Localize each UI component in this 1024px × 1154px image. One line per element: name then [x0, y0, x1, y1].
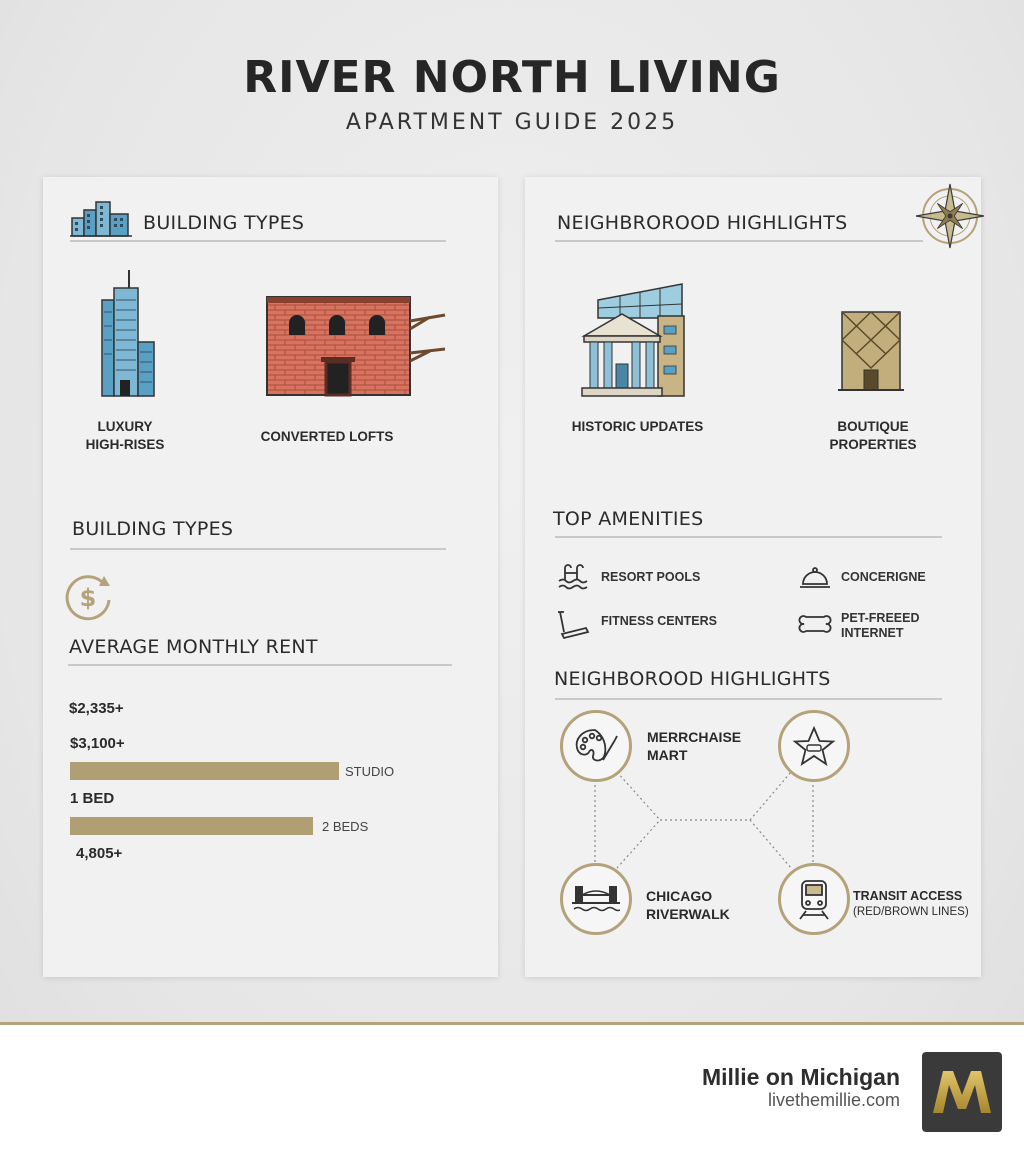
luxury-highrises-label	[70, 418, 180, 454]
label-line: HIGH-RISES	[85, 437, 165, 452]
transit-access-label	[853, 888, 969, 920]
historic-updates-label: HISTORIC UPDATES	[571, 419, 704, 434]
brand-url[interactable]: livethemillie.com	[767, 1090, 900, 1110]
transit-node	[778, 863, 850, 935]
neighborhood-highlights-heading-2: NEIGHBOROOD HIGHLIGHTS	[554, 668, 831, 690]
bell-icon	[798, 566, 832, 594]
pool-icon	[557, 564, 589, 594]
skyscraper-icon	[98, 268, 158, 402]
fitness-centers-label: FITNESS CENTERS	[601, 614, 717, 628]
average-rent-heading: AVERAGE MONTHLY RENT	[69, 636, 318, 658]
label-line: CHICAGO	[646, 888, 713, 904]
city-buildings-icon	[70, 200, 132, 242]
brick-loft-icon	[265, 295, 447, 401]
divider	[70, 240, 446, 242]
label-line: INTERNET	[841, 626, 904, 640]
historic-building-icon	[580, 280, 690, 404]
studio-bar	[70, 762, 339, 780]
brand-logo	[922, 1052, 1002, 1132]
merchandise-mart-node	[560, 710, 632, 782]
palette-icon	[573, 726, 619, 766]
pet-friendly-label	[841, 611, 920, 641]
rent-value: 1 BED	[70, 790, 115, 807]
label-line: MERRCHAISE	[647, 729, 742, 745]
label-line: BOUTIQUE	[837, 419, 909, 434]
label-line: PET-FREEED	[841, 611, 920, 625]
brand-name: Millie on Michigan	[701, 1064, 900, 1090]
two-beds-bar-label: 2 BEDS	[322, 819, 369, 834]
converted-lofts-label: CONVERTED LOFTS	[260, 429, 394, 444]
building-types-heading: BUILDING TYPES	[143, 212, 305, 234]
star-node	[778, 710, 850, 782]
treadmill-icon	[556, 610, 590, 644]
dollar-cycle-icon	[64, 572, 120, 626]
top-amenities-heading: TOP AMENITIES	[553, 508, 704, 530]
bridge-icon	[572, 881, 620, 917]
star-icon	[792, 725, 836, 767]
boutique-properties-label	[818, 418, 928, 454]
building-types-heading-2: BUILDING TYPES	[72, 518, 234, 540]
bone-icon	[797, 612, 833, 642]
label-line: (RED/BROWN LINES)	[853, 906, 969, 918]
divider	[555, 536, 942, 538]
svg-text:$: $	[79, 584, 97, 612]
boutique-building-icon	[838, 310, 904, 398]
studio-bar-label: STUDIO	[345, 764, 395, 779]
page-title: RIVER NORTH LIVING	[243, 52, 781, 103]
studio-bar-track	[70, 762, 390, 780]
label-line: RIVERWALK	[646, 906, 730, 922]
rent-value: 4,805+	[76, 845, 123, 862]
divider	[68, 664, 452, 666]
two-beds-bar	[70, 817, 313, 835]
label-line: MART	[647, 747, 688, 763]
resort-pools-label: RESORT POOLS	[601, 570, 701, 584]
label-line: LUXURY	[97, 419, 153, 434]
compass-rose-icon	[914, 182, 986, 254]
train-icon	[794, 877, 834, 921]
page-subtitle: APARTMENT GUIDE 2025	[345, 110, 679, 135]
neighborhood-highlights-heading: NEIGHBROROOD HIGHLIGHTS	[557, 212, 848, 234]
divider	[70, 548, 446, 550]
concierge-label: CONCERIGNE	[841, 570, 926, 584]
riverwalk-node	[560, 863, 632, 935]
divider	[555, 240, 923, 242]
label-line: TRANSIT ACCESS	[853, 889, 963, 903]
chicago-riverwalk-label	[646, 887, 730, 923]
rent-value: $3,100+	[70, 735, 125, 752]
rent-value: $2,335+	[69, 700, 124, 717]
merchandise-mart-label	[647, 728, 741, 764]
label-line: PROPERTIES	[829, 437, 917, 452]
